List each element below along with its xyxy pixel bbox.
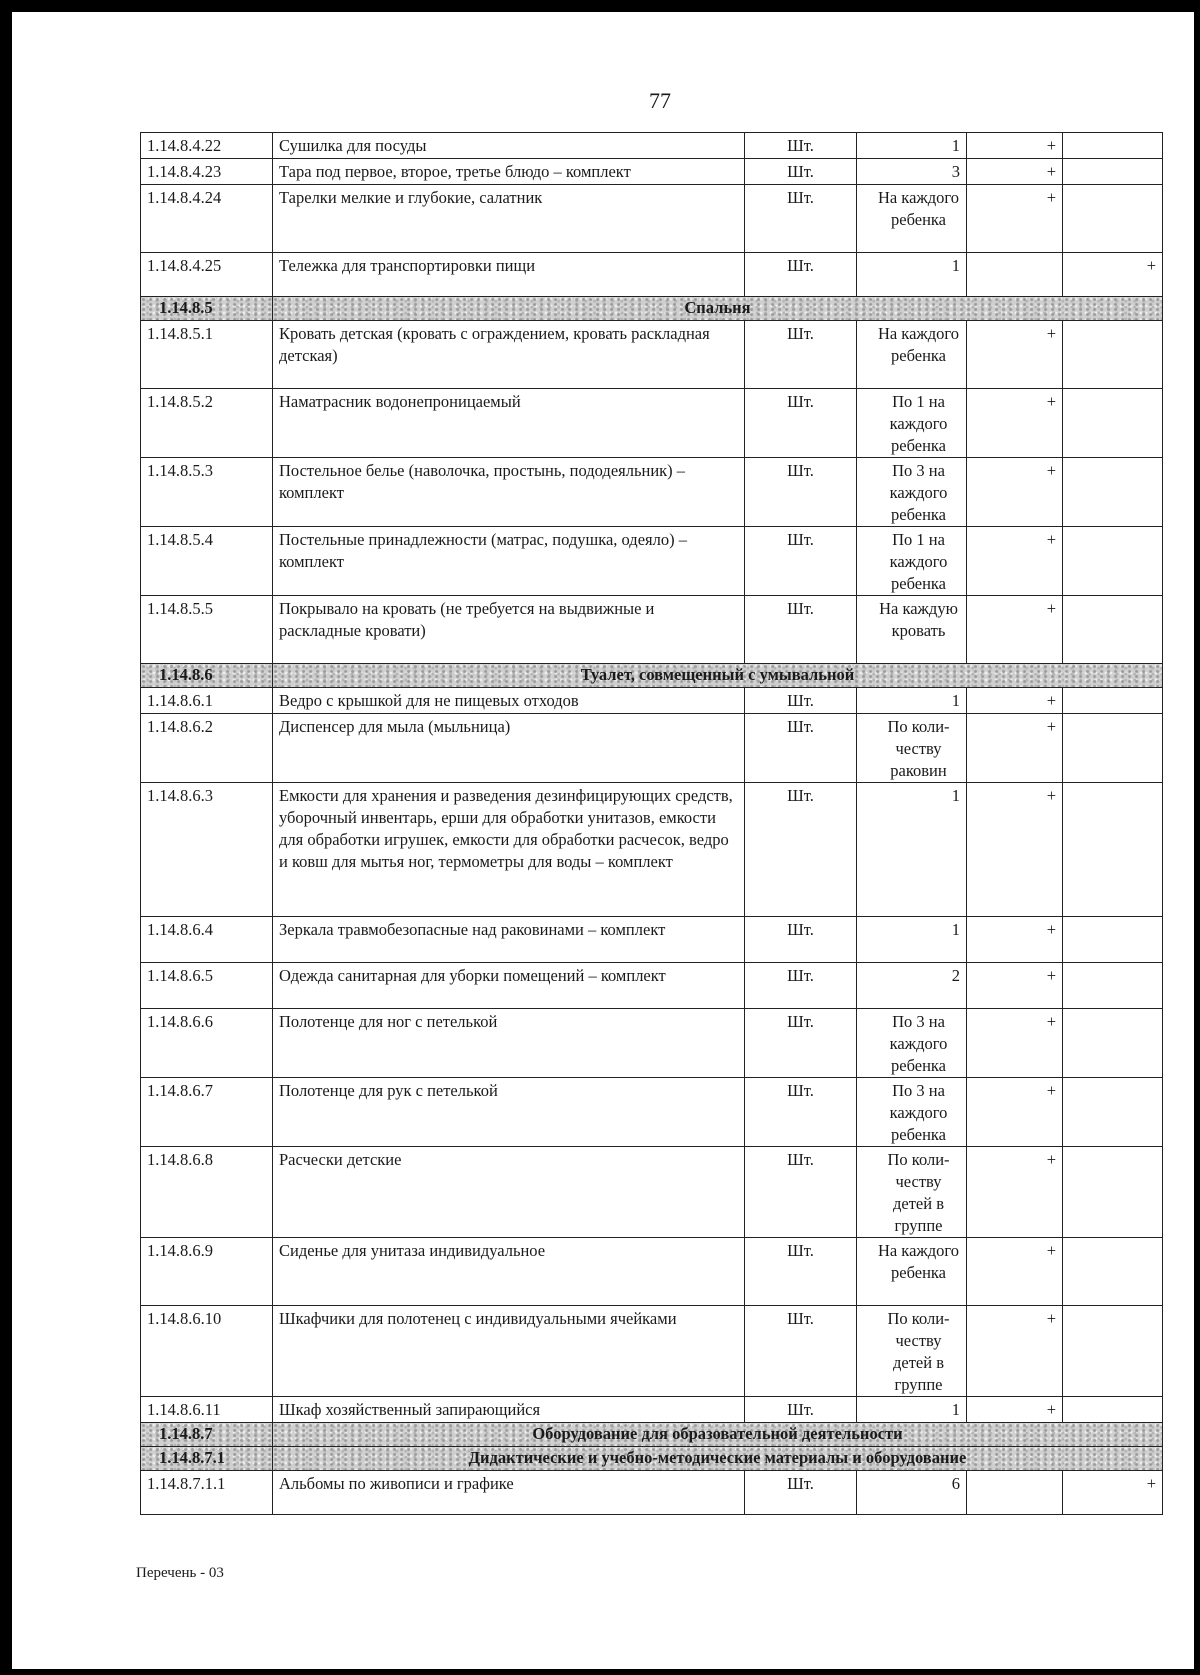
item-name: Тележка для транспортировки пищи	[273, 253, 745, 297]
item-unit: Шт.	[745, 253, 857, 297]
table-row	[141, 458, 1163, 527]
item-code: 1.14.8.6.7	[141, 1078, 273, 1147]
item-unit: Шт.	[745, 527, 857, 596]
section-row	[141, 297, 1163, 321]
item-mark-a: +	[967, 133, 1063, 159]
item-name: Полотенце для рук с петелькой	[273, 1078, 745, 1147]
item-name: Ведро с крышкой для не пищевых отходов	[273, 688, 745, 714]
item-mark-a: +	[967, 1078, 1063, 1147]
item-unit: Шт.	[745, 1147, 857, 1238]
item-mark-b	[1063, 159, 1163, 185]
table-row	[141, 527, 1163, 596]
page-number: 77	[649, 88, 671, 113]
section-title: Дидактические и учебно-методические материалы и оборудование	[273, 1447, 1163, 1471]
table-row	[141, 185, 1163, 253]
table-row	[141, 963, 1163, 1009]
item-name: Емкости для хранения и разведения дезинфицирующих средств, уборочный инвентарь, ерши для обработки унитазов, емкости для обработки игрушек, емкости для обработки расчесок, ведро и ковш для мытья ног, термометры для воды – комплект	[273, 783, 745, 917]
table-row	[141, 714, 1163, 783]
item-mark-a: +	[967, 1009, 1063, 1078]
item-name: Тарелки мелкие и глубокие, салатник	[273, 185, 745, 253]
item-mark-a: +	[967, 783, 1063, 917]
item-unit: Шт.	[745, 596, 857, 664]
table-row	[141, 1078, 1163, 1147]
item-name: Постельное белье (наволочка, простынь, пододеяльник) – комплект	[273, 458, 745, 527]
item-quantity: По 1 на каждого ребенка	[857, 527, 967, 596]
item-mark-b	[1063, 1009, 1163, 1078]
section-title: Туалет, совмещенный с умывальной	[273, 664, 1163, 688]
item-unit: Шт.	[745, 389, 857, 458]
item-code: 1.14.8.6.2	[141, 714, 273, 783]
item-code: 1.14.8.6.4	[141, 917, 273, 963]
item-mark-b	[1063, 783, 1163, 917]
item-unit: Шт.	[745, 963, 857, 1009]
scan-border-left	[0, 0, 12, 1675]
item-quantity: 3	[857, 159, 967, 185]
item-unit: Шт.	[745, 159, 857, 185]
item-mark-a: +	[967, 527, 1063, 596]
item-mark-b	[1063, 596, 1163, 664]
table-row	[141, 389, 1163, 458]
item-code: 1.14.8.6.3	[141, 783, 273, 917]
item-code: 1.14.8.4.22	[141, 133, 273, 159]
item-code: 1.14.8.7.1.1	[141, 1471, 273, 1515]
scan-border-right	[1194, 0, 1200, 1675]
item-mark-a: +	[967, 688, 1063, 714]
item-mark-a: +	[967, 1397, 1063, 1423]
item-quantity: На каждую кровать	[857, 596, 967, 664]
scan-border-top	[0, 0, 1200, 12]
item-mark-a: +	[967, 1238, 1063, 1306]
section-row	[141, 1423, 1163, 1447]
item-code: 1.14.8.6.5	[141, 963, 273, 1009]
table-row	[141, 1397, 1163, 1423]
item-unit: Шт.	[745, 133, 857, 159]
item-mark-b	[1063, 1147, 1163, 1238]
item-name: Наматрасник водонепроницаемый	[273, 389, 745, 458]
item-quantity: 1	[857, 1397, 967, 1423]
item-unit: Шт.	[745, 783, 857, 917]
item-quantity: 1	[857, 783, 967, 917]
item-name: Тара под первое, второе, третье блюдо – комплект	[273, 159, 745, 185]
item-mark-b	[1063, 1306, 1163, 1397]
item-quantity: По 3 на каждого ребенка	[857, 458, 967, 527]
item-mark-a: +	[967, 185, 1063, 253]
section-code: 1.14.8.5	[141, 297, 273, 321]
table-row	[141, 1147, 1163, 1238]
table-row	[141, 1238, 1163, 1306]
item-code: 1.14.8.6.9	[141, 1238, 273, 1306]
item-name: Альбомы по живописи и графике	[273, 1471, 745, 1515]
item-name: Диспенсер для мыла (мыльница)	[273, 714, 745, 783]
item-mark-b	[1063, 688, 1163, 714]
item-unit: Шт.	[745, 688, 857, 714]
item-name: Одежда санитарная для уборки помещений – комплект	[273, 963, 745, 1009]
footer-label: Перечень - 03	[136, 1565, 224, 1581]
section-code: 1.14.8.7	[141, 1423, 273, 1447]
item-quantity: По коли- честву детей в группе	[857, 1306, 967, 1397]
item-mark-b	[1063, 133, 1163, 159]
item-unit: Шт.	[745, 917, 857, 963]
item-quantity: На каждого ребенка	[857, 185, 967, 253]
item-mark-b	[1063, 389, 1163, 458]
item-quantity: По 3 на каждого ребенка	[857, 1078, 967, 1147]
item-mark-b	[1063, 1238, 1163, 1306]
item-mark-a: +	[967, 389, 1063, 458]
item-quantity: 1	[857, 133, 967, 159]
item-code: 1.14.8.6.10	[141, 1306, 273, 1397]
item-name: Шкафчики для полотенец с индивидуальными ячейками	[273, 1306, 745, 1397]
item-mark-a: +	[967, 321, 1063, 389]
item-code: 1.14.8.6.11	[141, 1397, 273, 1423]
item-quantity: На каждого ребенка	[857, 1238, 967, 1306]
item-code: 1.14.8.5.1	[141, 321, 273, 389]
item-code: 1.14.8.4.25	[141, 253, 273, 297]
item-mark-a	[967, 253, 1063, 297]
item-unit: Шт.	[745, 1078, 857, 1147]
item-code: 1.14.8.4.23	[141, 159, 273, 185]
item-mark-a: +	[967, 917, 1063, 963]
section-code: 1.14.8.6	[141, 664, 273, 688]
table-row	[141, 1306, 1163, 1397]
item-unit: Шт.	[745, 714, 857, 783]
item-name: Полотенце для ног с петелькой	[273, 1009, 745, 1078]
item-mark-a: +	[967, 1306, 1063, 1397]
item-unit: Шт.	[745, 1009, 857, 1078]
item-quantity: 1	[857, 253, 967, 297]
item-mark-b	[1063, 185, 1163, 253]
item-unit: Шт.	[745, 321, 857, 389]
item-mark-b: +	[1063, 1471, 1163, 1515]
section-title: Оборудование для образовательной деятельности	[273, 1423, 1163, 1447]
item-name: Сушилка для посуды	[273, 133, 745, 159]
item-code: 1.14.8.5.2	[141, 389, 273, 458]
item-mark-a: +	[967, 1147, 1063, 1238]
item-quantity: 1	[857, 688, 967, 714]
item-mark-b	[1063, 1078, 1163, 1147]
table-row	[141, 133, 1163, 159]
item-code: 1.14.8.6.1	[141, 688, 273, 714]
item-name: Кровать детская (кровать с ограждением, кровать раскладная детская)	[273, 321, 745, 389]
scan-border-bottom	[0, 1669, 1200, 1675]
item-name: Зеркала травмобезопасные над раковинами – комплект	[273, 917, 745, 963]
item-mark-a: +	[967, 963, 1063, 1009]
table-row	[141, 1471, 1163, 1515]
section-row	[141, 1447, 1163, 1471]
table-row	[141, 159, 1163, 185]
item-name: Шкаф хозяйственный запирающийся	[273, 1397, 745, 1423]
table-row	[141, 917, 1163, 963]
item-name: Расчески детские	[273, 1147, 745, 1238]
item-unit: Шт.	[745, 1397, 857, 1423]
item-quantity: 1	[857, 917, 967, 963]
item-quantity: 6	[857, 1471, 967, 1515]
item-unit: Шт.	[745, 1471, 857, 1515]
item-quantity: По 3 на каждого ребенка	[857, 1009, 967, 1078]
item-mark-b	[1063, 714, 1163, 783]
item-code: 1.14.8.5.4	[141, 527, 273, 596]
item-name: Постельные принадлежности (матрас, подушка, одеяло) – комплект	[273, 527, 745, 596]
table-row	[141, 688, 1163, 714]
item-quantity: По коли- честву раковин	[857, 714, 967, 783]
item-unit: Шт.	[745, 1306, 857, 1397]
item-mark-b	[1063, 1397, 1163, 1423]
item-mark-b	[1063, 458, 1163, 527]
item-mark-a	[967, 1471, 1063, 1515]
table-row	[141, 596, 1163, 664]
item-unit: Шт.	[745, 1238, 857, 1306]
item-mark-a: +	[967, 596, 1063, 664]
section-code: 1.14.8.7.1	[141, 1447, 273, 1471]
item-mark-b	[1063, 527, 1163, 596]
table-row	[141, 1009, 1163, 1078]
item-quantity: По 1 на каждого ребенка	[857, 389, 967, 458]
item-name: Покрывало на кровать (не требуется на выдвижные и раскладные кровати)	[273, 596, 745, 664]
item-mark-b: +	[1063, 253, 1163, 297]
item-code: 1.14.8.5.5	[141, 596, 273, 664]
item-code: 1.14.8.6.6	[141, 1009, 273, 1078]
table-row	[141, 253, 1163, 297]
item-quantity: 2	[857, 963, 967, 1009]
section-title: Спальня	[273, 297, 1163, 321]
item-code: 1.14.8.5.3	[141, 458, 273, 527]
item-unit: Шт.	[745, 185, 857, 253]
section-row	[141, 664, 1163, 688]
table-row	[141, 321, 1163, 389]
item-quantity: На каждого ребенка	[857, 321, 967, 389]
item-unit: Шт.	[745, 458, 857, 527]
equipment-table	[140, 132, 1163, 1515]
item-mark-a: +	[967, 714, 1063, 783]
table-row	[141, 783, 1163, 917]
item-code: 1.14.8.4.24	[141, 185, 273, 253]
item-name: Сиденье для унитаза индивидуальное	[273, 1238, 745, 1306]
item-mark-b	[1063, 321, 1163, 389]
item-quantity: По коли- честву детей в группе	[857, 1147, 967, 1238]
item-mark-a: +	[967, 458, 1063, 527]
item-mark-a: +	[967, 159, 1063, 185]
item-mark-b	[1063, 917, 1163, 963]
item-mark-b	[1063, 963, 1163, 1009]
item-code: 1.14.8.6.8	[141, 1147, 273, 1238]
